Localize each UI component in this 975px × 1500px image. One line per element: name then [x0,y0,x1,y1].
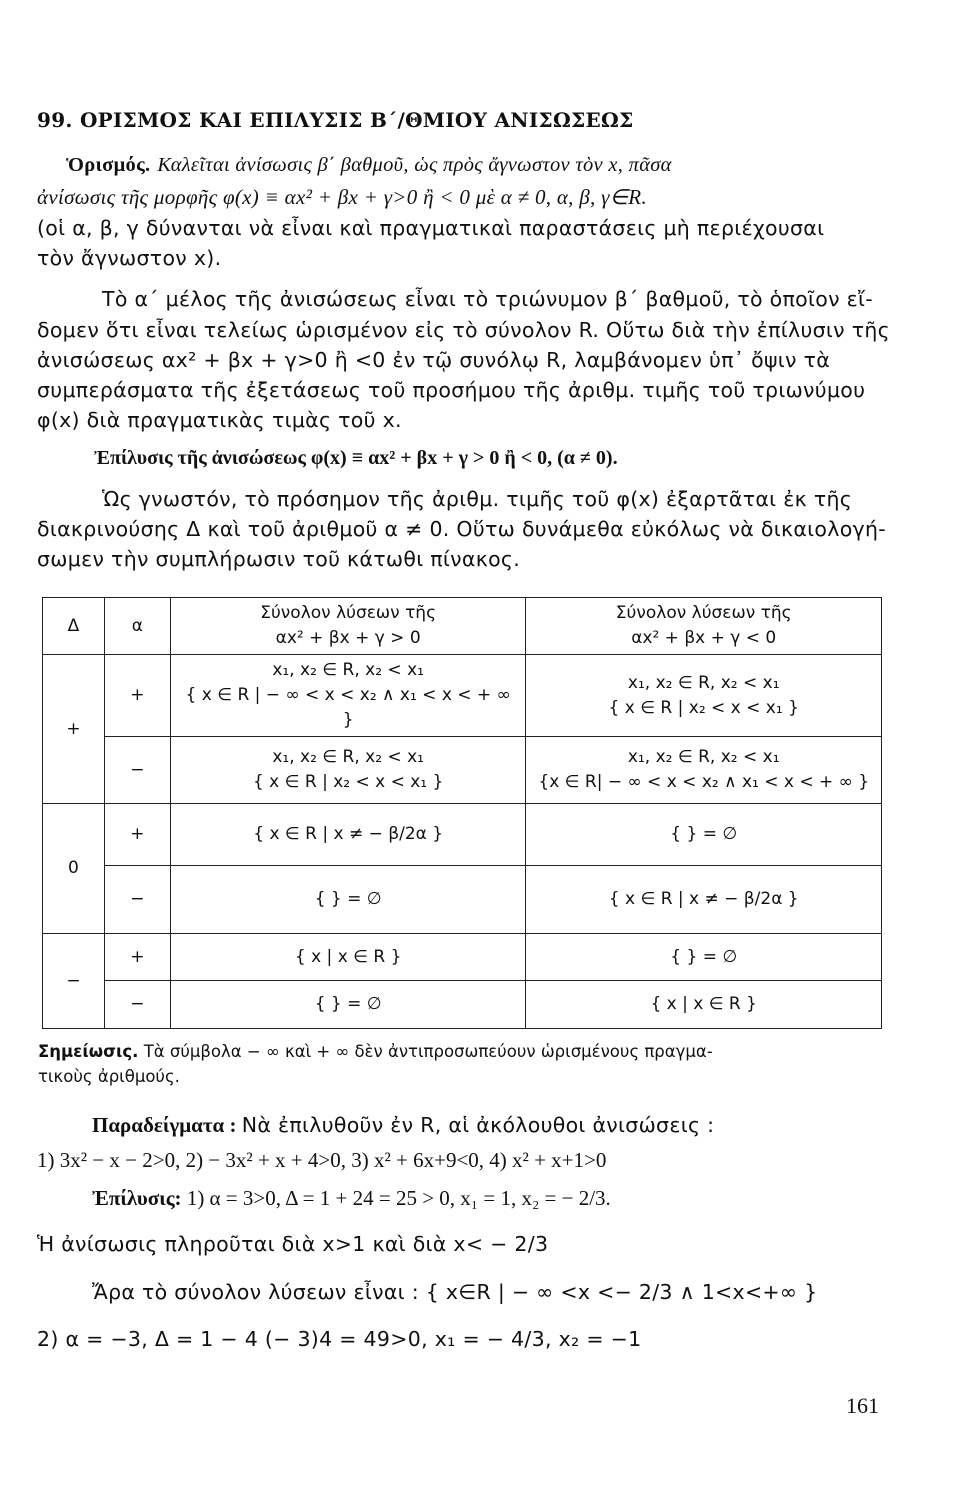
header-gt [170,598,526,655]
table-cell: { } = ∅ [526,804,882,866]
alpha-cell: − [104,981,170,1029]
table-cell: { x | x ∈ R } [526,981,882,1029]
paragraph2-line-5: φ(x) διὰ πραγματικὰς τιμὰς τοῦ x. [37,408,402,432]
paragraph3-line-2: διακρινούσης Δ καὶ τοῦ ἀριθμοῦ α ≠ 0. Οὕτω δυνάμεθα εὐκόλως νὰ δικαιολογή- [37,517,886,541]
header-delta: Δ [43,598,105,655]
solution-1: 1) α = 3>0, Δ = 1 + 24 = 25 > 0, x₁ = 1, x₂ = − 2/3. [186,1186,611,1210]
examples-line [92,1113,714,1138]
cell-line: {x ∈ R| − ∞ < x < x₂ ∧ x₁ < x < + ∞ } [538,772,870,792]
definition-line-2: ἀνίσωσις τῆς μορφῆς φ(x) ≡ αx² + βx + γ>0 ἢ < 0 μὲ α ≠ 0, α, β, γ∈R. [37,185,647,209]
paragraph2-line-1: Τὸ α΄ μέλος τῆς ἀνισώσεως εἶναι τὸ τριώνυμον β΄ βαθμοῦ, τὸ ὁποῖον εἴ- [102,287,873,311]
table-cell: { } = ∅ [170,866,526,934]
examples-heading: Παραδείγματα : [92,1113,237,1137]
table-cell: { x | x ∈ R } [170,934,526,981]
paragraph2-line-4: συμπεράσματα τῆς ἐξετάσεως τοῦ προσήμου τῆς ἀριθμ. τιμῆς τοῦ τριωνύμου [37,378,866,402]
table-cell: { x ∈ R | x ≠ − β/2α } [526,866,882,934]
cell-line: x₁, x₂ ∈ R, x₂ < x₁ [272,747,424,767]
alpha-cell: − [104,866,170,934]
table-cell [526,737,882,804]
examples-solution-heading: Ἐπίλυσις: [92,1186,182,1210]
alpha-cell: + [104,804,170,866]
header-lt-line-1: Σύνολον λύσεων τῆς [615,603,792,623]
table-cell [170,737,526,804]
header-lt-line-2: αx² + βx + γ < 0 [631,628,777,648]
paragraph2-line-2: δομεν ὅτι εἶναι τελείως ὡρισμένον εἰς τὸ σύνολον R. Οὕτω διὰ τὴν ἐπίλυσιν τῆς [37,318,890,342]
cell-line: { x ∈ R | − ∞ < x < x₂ ∧ x₁ < x < + ∞ } [185,685,511,730]
solution-2: 2) α = −3, Δ = 1 − 4 (− 3)4 = 49>0, x₁ = − 4/3, x₂ = −1 [37,1327,642,1351]
table-cell [170,655,526,737]
alpha-cell: − [104,737,170,804]
table-cell: { } = ∅ [170,981,526,1029]
delta-negative: − [43,934,105,1029]
note-line-2: τικοὺς ἀριθμούς. [38,1067,180,1086]
header-gt-line-2: αx² + βx + γ > 0 [275,628,421,648]
paragraph2-line-3: ἀνισώσεως αx² + βx + γ>0 ἢ <0 ἐν τῷ συνόλῳ R, λαμβάνομεν ὑπ᾽ ὄψιν τὰ [37,348,831,372]
solution-line-1 [92,1186,611,1211]
cell-line: { x ∈ R | x₂ < x < x₁ } [608,697,799,718]
solution-1-line-2: Ἡ ἀνίσωσις πληροῦται διὰ x>1 καὶ διὰ x< − 2/3 [37,1232,549,1256]
definition-heading: Ὁρισμός. [66,154,151,176]
table-cell [526,655,882,737]
alpha-cell: + [104,655,170,737]
page-number: 161 [846,1393,879,1418]
note-text: Τὰ σύμβολα − ∞ καὶ + ∞ δὲν ἀντιπροσωπεύουν ὡρισμένους πραγμα- [143,1042,713,1061]
note-heading: Σημείωσις. [38,1042,139,1061]
alpha-cell: + [104,934,170,981]
paragraph3-line-1: Ὡς γνωστόν, τὸ πρόσημον τῆς ἀριθμ. τιμῆς τοῦ φ(x) ἐξαρτᾶται ἐκ τῆς [102,487,853,511]
note-line-1 [38,1042,713,1061]
cell-line: x₁, x₂ ∈ R, x₂ < x₁ [627,672,780,693]
definition-line-4: τὸν ἄγνωστον x). [37,246,222,270]
delta-zero: 0 [43,804,105,934]
section-title: 99. ΟΡΙΣΜΟΣ ΚΑΙ ΕΠΙΛΥΣΙΣ Β΄/ΘΜΙΟΥ ΑΝΙΣΩΣΕΩΣ [37,108,634,132]
definition-line-1 [66,152,672,177]
cell-line: { x ∈ R | x₂ < x < x₁ } [252,772,444,792]
examples-list: 1) 3x² − x − 2>0, 2) − 3x² + x + 4>0, 3) x² + 6x+9<0, 4) x² + x+1>0 [37,1148,607,1172]
paragraph3-line-3: σωμεν τὴν συμπλήρωσιν τοῦ κάτωθι πίνακος. [37,547,521,571]
cell-line: x₁, x₂ ∈ R, x₂ < x₁ [627,747,780,767]
cell-line: x₁, x₂ ∈ R, x₂ < x₁ [272,660,424,680]
solution-heading: Ἐπίλυσις τῆς ἀνισώσεως φ(x) ≡ αx² + βx + γ > 0 ἢ < 0, (α ≠ 0). [94,447,618,469]
delta-positive: + [43,655,105,804]
definition-line-3: (οἱ α, β, γ δύνανται νὰ εἶναι καὶ πραγματικαὶ παραστάσεις μὴ περιέχουσαι [37,216,825,240]
solution-1-line-3: Ἄρα τὸ σύνολον λύσεων εἶναι : { x∈R | − ∞ <x <− 2/3 ∧ 1<x<+∞ } [92,1280,818,1304]
header-alpha: α [104,598,170,655]
definition-text-1: Καλεῖται ἀνίσωσις β΄ βαθμοῦ, ὡς πρὸς ἄγνωστον τὸν x, πᾶσα [157,154,672,176]
header-lt [526,598,882,655]
solution-table [42,597,882,1029]
header-gt-line-1: Σύνολον λύσεων τῆς [260,603,437,623]
table-cell: { x ∈ R | x ≠ − β/2α } [170,804,526,866]
table-cell: { } = ∅ [526,934,882,981]
examples-intro: Νὰ ἐπιλυθοῦν ἐν R, αἱ ἀκόλουθοι ἀνισώσεις : [241,1113,715,1137]
